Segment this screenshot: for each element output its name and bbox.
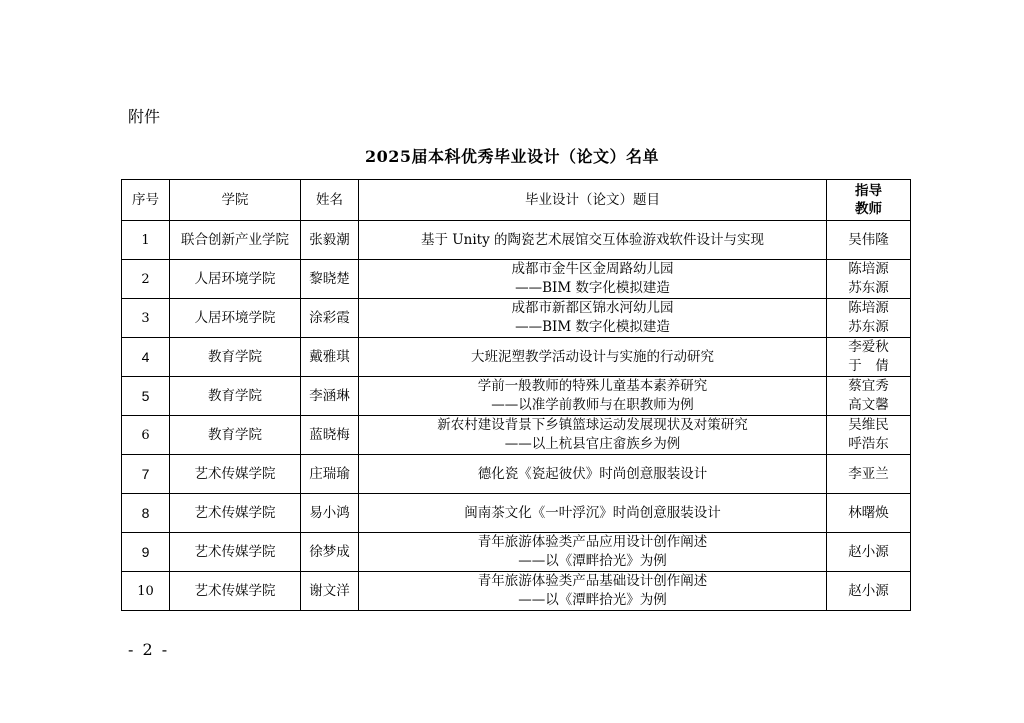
table-row bbox=[122, 221, 911, 260]
cell-college: 艺术传媒学院 bbox=[170, 455, 301, 494]
cell-topic bbox=[359, 299, 827, 338]
cell-topic bbox=[359, 221, 827, 260]
cell-college: 联合创新产业学院 bbox=[170, 221, 301, 260]
advisor-1: 李亚兰 bbox=[848, 465, 889, 482]
cell-topic bbox=[359, 494, 827, 533]
cell-name: 谢文洋 bbox=[301, 572, 359, 611]
topic-line-2: ——BIM 数字化模拟建造 bbox=[515, 319, 670, 335]
cell-seq: 3 bbox=[122, 299, 170, 338]
award-list-table bbox=[121, 179, 911, 611]
cell-college: 艺术传媒学院 bbox=[170, 533, 301, 572]
cell-name: 易小鸿 bbox=[301, 494, 359, 533]
cell-name: 涂彩霞 bbox=[301, 299, 359, 338]
cell-college: 教育学院 bbox=[170, 377, 301, 416]
cell-name: 蓝晓梅 bbox=[301, 416, 359, 455]
cell-advisor bbox=[827, 377, 911, 416]
annex-label: 附件 bbox=[128, 107, 161, 126]
cell-seq: 2 bbox=[122, 260, 170, 299]
topic-line-1: 青年旅游体验类产品基础设计创作阐述 bbox=[477, 573, 708, 589]
cell-topic bbox=[359, 260, 827, 299]
document-title: 2025届本科优秀毕业设计（论文）名单 bbox=[364, 147, 660, 166]
advisor-1: 赵小源 bbox=[848, 582, 889, 599]
cell-college: 艺术传媒学院 bbox=[170, 494, 301, 533]
cell-seq: 10 bbox=[122, 572, 170, 611]
advisor-1: 李爱秋 bbox=[848, 339, 889, 355]
page-number: - 2 - bbox=[128, 640, 170, 659]
cell-seq: 4 bbox=[122, 338, 170, 377]
advisor-1: 陈培源 bbox=[848, 261, 889, 277]
advisor-1: 赵小源 bbox=[848, 543, 889, 560]
cell-name: 徐梦成 bbox=[301, 533, 359, 572]
cell-advisor bbox=[827, 221, 911, 260]
advisor-2: 于 倩 bbox=[848, 358, 889, 374]
cell-college: 教育学院 bbox=[170, 338, 301, 377]
cell-topic bbox=[359, 455, 827, 494]
advisor-1: 蔡宜秀 bbox=[848, 378, 889, 394]
cell-seq: 8 bbox=[122, 494, 170, 533]
cell-seq: 7 bbox=[122, 455, 170, 494]
advisor-1: 吴伟隆 bbox=[848, 231, 889, 248]
cell-name: 张毅潮 bbox=[301, 221, 359, 260]
topic-line-1: 基于 Unity 的陶瓷艺术展馆交互体验游戏软件设计与实现 bbox=[420, 231, 765, 248]
cell-college: 人居环境学院 bbox=[170, 299, 301, 338]
header-advisor bbox=[827, 180, 911, 221]
cell-advisor bbox=[827, 416, 911, 455]
table-row bbox=[122, 572, 911, 611]
topic-line-1: 成都市新都区锦水河幼儿园 bbox=[511, 300, 674, 316]
cell-advisor bbox=[827, 533, 911, 572]
header-topic: 毕业设计（论文）题目 bbox=[359, 180, 827, 221]
table-row bbox=[122, 299, 911, 338]
cell-name: 黎晓楚 bbox=[301, 260, 359, 299]
cell-name: 庄瑞瑜 bbox=[301, 455, 359, 494]
topic-line-2: ——以《潭畔拾光》为例 bbox=[518, 553, 667, 569]
advisor-1: 吴维民 bbox=[848, 417, 889, 433]
cell-college: 艺术传媒学院 bbox=[170, 572, 301, 611]
topic-line-2: ——以准学前教师与在职教师为例 bbox=[491, 397, 694, 413]
cell-seq: 9 bbox=[122, 533, 170, 572]
cell-seq: 1 bbox=[122, 221, 170, 260]
header-advisor-line1: 指导 bbox=[855, 183, 882, 199]
cell-topic bbox=[359, 572, 827, 611]
topic-line-2: ——以《潭畔拾光》为例 bbox=[518, 592, 667, 608]
cell-advisor bbox=[827, 338, 911, 377]
cell-advisor bbox=[827, 260, 911, 299]
topic-line-1: 成都市金牛区金周路幼儿园 bbox=[511, 261, 674, 277]
advisor-2: 呼浩东 bbox=[848, 436, 889, 452]
cell-college: 人居环境学院 bbox=[170, 260, 301, 299]
cell-name: 戴雅琪 bbox=[301, 338, 359, 377]
topic-line-1: 德化瓷《瓷起彼伏》时尚创意服装设计 bbox=[477, 465, 708, 482]
topic-line-1: 学前一般教师的特殊儿童基本素养研究 bbox=[477, 378, 708, 394]
advisor-1: 林曙焕 bbox=[848, 504, 889, 521]
topic-line-1: 闽南茶文化《一叶浮沉》时尚创意服装设计 bbox=[464, 504, 721, 521]
table-row bbox=[122, 455, 911, 494]
header-college: 学院 bbox=[170, 180, 301, 221]
cell-seq: 5 bbox=[122, 377, 170, 416]
cell-advisor bbox=[827, 299, 911, 338]
topic-line-2: ——以上杭县官庄畲族乡为例 bbox=[504, 436, 681, 452]
advisor-2: 苏东源 bbox=[848, 319, 889, 335]
table-row bbox=[122, 260, 911, 299]
header-seq: 序号 bbox=[122, 180, 170, 221]
table-row bbox=[122, 416, 911, 455]
table-header-row bbox=[122, 180, 911, 221]
advisor-2: 高文馨 bbox=[848, 397, 889, 413]
table-row bbox=[122, 494, 911, 533]
cell-advisor bbox=[827, 572, 911, 611]
table-row bbox=[122, 338, 911, 377]
table-row bbox=[122, 377, 911, 416]
cell-seq: 6 bbox=[122, 416, 170, 455]
cell-advisor bbox=[827, 455, 911, 494]
cell-topic bbox=[359, 377, 827, 416]
advisor-2: 苏东源 bbox=[848, 280, 889, 296]
header-advisor-line2: 教师 bbox=[855, 201, 882, 217]
table-row bbox=[122, 533, 911, 572]
topic-line-1: 新农村建设背景下乡镇篮球运动发展现状及对策研究 bbox=[437, 417, 748, 433]
cell-college: 教育学院 bbox=[170, 416, 301, 455]
cell-topic bbox=[359, 533, 827, 572]
topic-line-2: ——BIM 数字化模拟建造 bbox=[515, 280, 670, 296]
cell-topic bbox=[359, 416, 827, 455]
cell-topic bbox=[359, 338, 827, 377]
advisor-1: 陈培源 bbox=[848, 300, 889, 316]
header-name: 姓名 bbox=[301, 180, 359, 221]
topic-line-1: 大班泥塑教学活动设计与实施的行动研究 bbox=[471, 348, 714, 365]
cell-name: 李涵琳 bbox=[301, 377, 359, 416]
topic-line-1: 青年旅游体验类产品应用设计创作阐述 bbox=[477, 534, 708, 550]
cell-advisor bbox=[827, 494, 911, 533]
